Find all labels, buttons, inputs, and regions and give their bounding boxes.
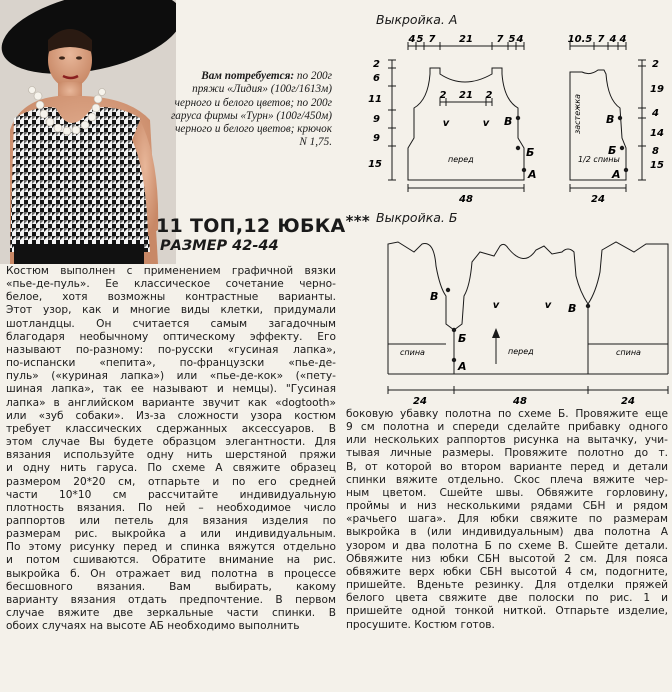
dim-b-2: 48 xyxy=(513,396,527,407)
article-line: части 10*10 см рассчитайте индивидуальную xyxy=(6,488,336,501)
article-line: Этот узор, как и многие виды клетки, придумали xyxy=(6,304,336,317)
model-photo xyxy=(0,0,176,264)
article-line: или «зуб собаки». Из-за сложности узора костюм xyxy=(6,409,336,422)
article-line: обвяжите верх юбки СБН высотой 4 см, подогните, xyxy=(346,565,668,578)
article-line: плотность вязания. По ней – необходимое число xyxy=(6,501,336,514)
dim-a-top-5: 7 xyxy=(496,34,504,45)
article-line: просушите. Костюм готов. xyxy=(346,618,495,631)
materials-lead: Вам потребуется: xyxy=(201,70,295,82)
article-line: белого цвета свяжите две полоски по рис. 1 и xyxy=(346,592,668,605)
title-text: 11 ТОП,12 ЮБКА xyxy=(156,215,346,237)
dim-a-right-3: 4 xyxy=(652,108,659,119)
dim-a-left-6: 15 xyxy=(368,159,382,170)
mark-a-1: v xyxy=(442,118,450,129)
article-line: Обвяжите низ юбки СБН высотой 2 см. Для пояса xyxy=(346,552,668,565)
point-a-v: В xyxy=(504,115,513,128)
materials-text: по 200г пряжи «Лидия» (100г/1613м) черного и белого цветов; по 200г гаруса фирмы «Турн» (100г/450м) черного и белого цветов; крючок N 1,75. xyxy=(170,70,332,149)
article-line: шиная лапка», так ее называют и немцы). "Гусиная xyxy=(6,383,336,396)
article-line: по-испански «пепита», по-французски «пье-де- xyxy=(6,357,336,370)
dim-b-1: 24 xyxy=(413,396,427,407)
difficulty-stars: *** xyxy=(345,212,370,230)
article-line: и одну нить гаруса. По схеме А свяжите образец xyxy=(6,462,336,475)
dim-a-inner-3: 2 xyxy=(485,90,493,101)
diagram-b-title: Выкройка. Б xyxy=(376,210,458,225)
dim-a-top-1: 4 xyxy=(408,34,416,45)
back-vertical-label: застежка xyxy=(573,93,582,134)
dim-a-top-3: 7 xyxy=(428,34,436,45)
article-line: В, от которой во втором варианте перед и детали xyxy=(346,460,668,473)
article-line: и потом сшиваются. Обратите внимание на рис. xyxy=(6,554,336,567)
article-line: спинки вяжите отдельно. Скос плеча вяжите чер- xyxy=(346,473,668,486)
dim-a-back-top-1: 10.5 xyxy=(567,34,593,45)
point-back-a: А xyxy=(612,168,621,181)
label-b-back-left: спина xyxy=(400,348,425,357)
dim-a-left-1: 2 xyxy=(373,59,380,70)
dim-a-back-top-3: 4 xyxy=(609,34,617,45)
dim-a-right-4: 14 xyxy=(650,128,664,139)
dim-a-left-4: 9 xyxy=(373,114,380,125)
front-label-a: перед xyxy=(448,155,474,164)
dim-a-left-2: 6 xyxy=(373,73,380,84)
article-line: варианту вязания отдать предпочтение. В первом xyxy=(6,593,336,606)
point-b-v: В xyxy=(430,290,439,303)
size-label: РАЗМЕР 42-44 xyxy=(160,238,279,254)
point-b-a: А xyxy=(458,360,467,373)
dim-a-back-bottom: 24 xyxy=(591,194,605,205)
dim-a-bottom: 48 xyxy=(459,194,473,205)
dim-a-top-4: 21 xyxy=(459,34,473,45)
article-left-column xyxy=(6,265,336,633)
article-line: «пье-де-пуль». Ее классическое сочетание черно- xyxy=(6,278,336,291)
mark-b-2: v xyxy=(544,300,552,311)
dim-a-top-2: 5 xyxy=(416,34,424,45)
dim-a-inner-1: 2 xyxy=(439,90,447,101)
article-line: или нескольких раппортов рисунка на вытачку, учи- xyxy=(346,434,668,447)
label-b-back-right: спина xyxy=(616,348,641,357)
article-line: Костюм выполнен с применением графичной вязки xyxy=(6,265,336,277)
article-line: требует классических сдержанных аксессуаров. В xyxy=(6,422,336,435)
materials-block xyxy=(170,70,332,150)
article-line: обоих случаях на высоте АБ необходимо выполнить xyxy=(6,620,300,633)
article-line: «рачьего шага». Для юбки свяжите по размерам xyxy=(346,513,668,526)
article-right-column xyxy=(346,408,668,632)
article-line: пуль» («куриная лапка») или «пье-де-кок» («пету- xyxy=(6,370,336,383)
article-heading xyxy=(156,212,382,254)
article-line: размером 20*20 см, отпарьте и по его средней xyxy=(6,475,336,488)
dim-a-right-2: 19 xyxy=(650,84,664,95)
article-line: называют по-разному: по-русски «гусиная лапка», xyxy=(6,343,336,356)
dim-a-left-3: 11 xyxy=(368,94,382,105)
point-a-b: Б xyxy=(526,146,535,159)
article-line: случае вяжите две зеркальные части спинки. В xyxy=(6,607,336,620)
dim-a-back-top-4: 4 xyxy=(619,34,627,45)
article-line: размерам рис. выкройка а или индивидуальным. xyxy=(6,528,336,541)
diagram-a xyxy=(346,30,672,206)
dim-a-inner-2: 21 xyxy=(459,90,473,101)
article-line: бесшовного вязания. Вам выбирать, какому xyxy=(6,580,336,593)
diagram-b xyxy=(384,226,672,408)
article-line: боковую убавку полотна по схеме Б. Провяжите еще xyxy=(346,408,668,420)
article-line: тывая личные размеры. Провяжите полотно до т. xyxy=(346,447,668,460)
article-line: белое, хотя возможны контрастные варианты. xyxy=(6,291,336,304)
article-line: ным цветом. Сшейте швы. Обвяжите горловину, xyxy=(346,486,668,499)
mark-a-2: v xyxy=(482,118,490,129)
article-line: пришейте. Вденьте резинку. Для отделки пряжей xyxy=(346,579,668,592)
dim-a-top-6: 5 xyxy=(508,34,516,45)
article-title xyxy=(156,212,382,237)
point-back-v: В xyxy=(606,113,615,126)
article-line: этом случае Вы будете образцом элегантности. Для xyxy=(6,436,336,449)
label-b-front: перед xyxy=(508,347,534,356)
point-b-v2: В xyxy=(568,302,577,315)
dim-a-right-1: 2 xyxy=(652,59,659,70)
article-line: пришейте одной тонкой ниткой. Отпарьте изделие, xyxy=(346,605,668,618)
article-line: 9 см полотна и спереди сделайте прибавку одного xyxy=(346,421,668,434)
back-label-a: 1/2 спины xyxy=(578,155,620,164)
article-line: лапка» в английском варианте звучит как «dogtooth» xyxy=(6,396,336,409)
point-back-b: Б xyxy=(608,144,617,157)
dim-a-back-top-2: 7 xyxy=(597,34,605,45)
diagram-a-title: Выкройка. А xyxy=(376,12,458,27)
article-line: выкройка б. Он отражает вид полотна в процессе xyxy=(6,567,336,580)
article-line: раппортов или петель для вязания изделия по xyxy=(6,514,336,527)
article-line: благодаря необычному оптическому эффекту. Его xyxy=(6,330,336,343)
point-a-a: А xyxy=(528,168,537,181)
dim-a-right-6: 15 xyxy=(650,160,664,171)
dim-b-3: 24 xyxy=(621,396,635,407)
dim-a-right-5: 8 xyxy=(652,146,659,157)
article-line: вязания используйте одну нить шерстяной пряжи xyxy=(6,449,336,462)
point-b-b: Б xyxy=(458,332,467,345)
mark-b-1: v xyxy=(492,300,500,311)
article-line: выкройка в (или индивидуальным) два полотна А xyxy=(346,526,668,539)
article-line: шотландцы. Он считается самым загадочным xyxy=(6,317,336,330)
dim-a-top-7: 4 xyxy=(516,34,524,45)
article-line: По этому рисунку перед и спинка вяжутся отдельно xyxy=(6,541,336,554)
article-line: проймы и низ несколькими рядами СБН и рядом xyxy=(346,500,668,513)
article-line: узором и два полотна Б по схеме В. Сшейте детали. xyxy=(346,539,668,552)
dim-a-left-5: 9 xyxy=(373,133,380,144)
